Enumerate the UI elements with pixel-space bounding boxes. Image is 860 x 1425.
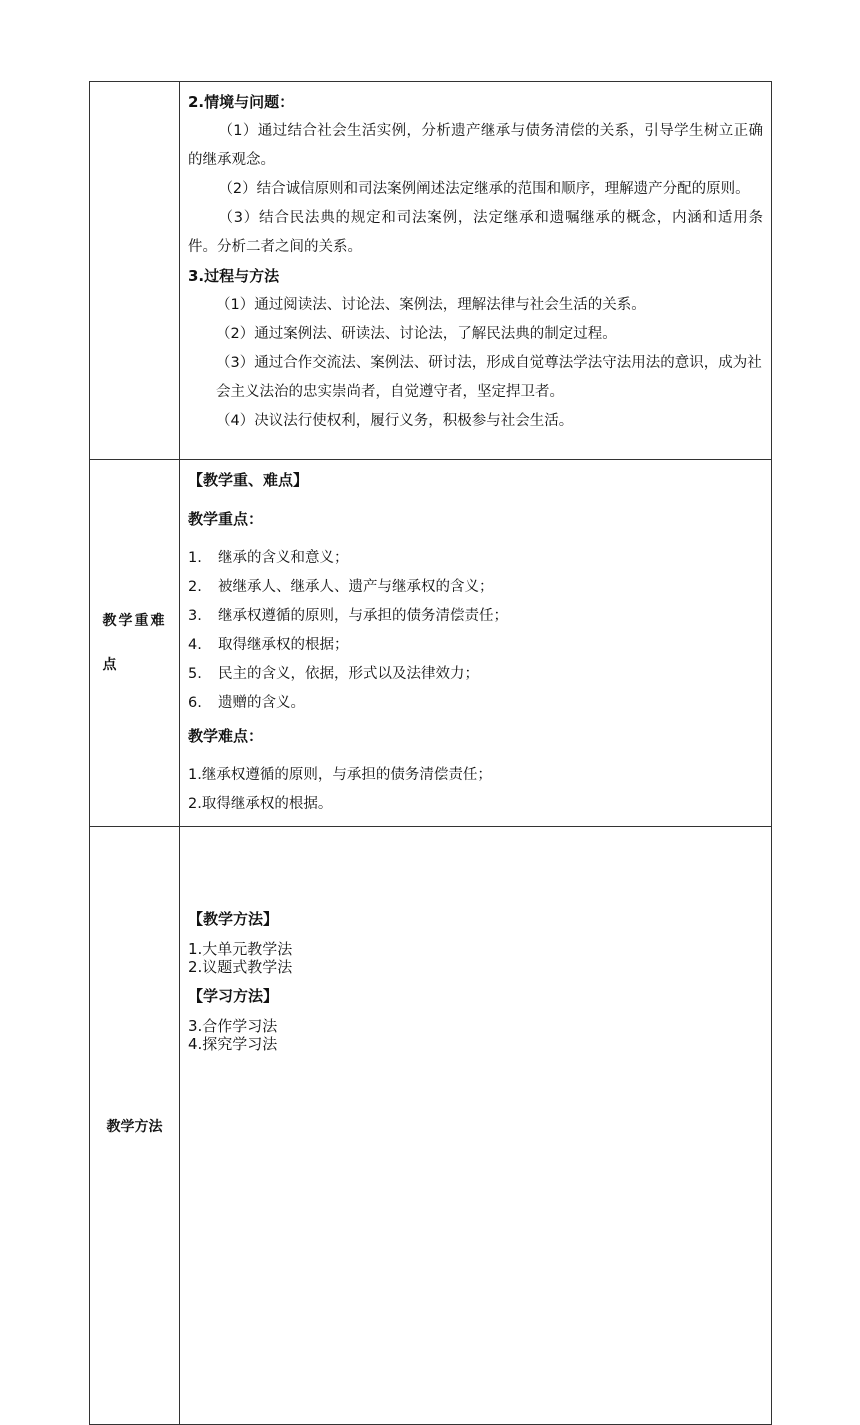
list-item: 2. 被继承人、继承人、遗产与继承权的含义； [188, 579, 494, 595]
objectives-row [90, 82, 772, 460]
process-item-1: （1）通过阅读法、讨论法、案例法，理解法律与社会生活的关系。 [216, 297, 646, 313]
situation-item-3: （3）结合民法典的规定和司法案例，法定继承和遗嘱继承的概念，内涵和适用条件。分析二者之间的关系。 [188, 210, 763, 255]
methods-content-cell [180, 827, 772, 1425]
process-item-3: （3）通过合作交流法、案例法、研讨法，形成自觉尊法学法守法用法的意识，成为社会主义法治的忠实崇尚者，自觉遵守者，坚定捍卫者。 [216, 355, 762, 400]
key-points-row [90, 460, 772, 827]
situation-item-2: （2）结合诚信原则和司法案例阐述法定继承的范围和顺序，理解遗产分配的原则。 [218, 181, 750, 197]
list-item: 3. 继承权遵循的原则，与承担的债务清偿责任； [188, 608, 508, 624]
teaching-method-2: 2.议题式教学法 [188, 958, 293, 976]
key-heading: 教学重点： [188, 510, 264, 528]
key-points-label-cell [90, 460, 180, 827]
key-points-content-cell [180, 460, 772, 827]
learning-method-1: 3.合作学习法 [188, 1017, 278, 1035]
situation-item-1: （1）通过结合社会生活实例，分析遗产继承与债务清偿的关系，引导学生树立正确的继承观念。 [188, 123, 763, 168]
list-item: 5. 民主的含义，依据，形式以及法律效力； [188, 666, 479, 682]
process-item-4: （4）决议法行使权利，履行义务，积极参与社会生活。 [216, 413, 574, 429]
list-item: 6. 遗赠的含义。 [188, 695, 305, 711]
learning-methods-heading: 【学习方法】 [188, 987, 279, 1005]
key-points-title: 【教学重、难点】 [188, 471, 309, 489]
process-item-2: （2）通过案例法、研读法、讨论法，了解民法典的制定过程。 [216, 326, 617, 342]
difficult-item-2: 2.取得继承权的根据。 [188, 796, 333, 812]
difficult-item-1: 1.继承权遵循的原则，与承担的债务清偿责任； [188, 767, 492, 783]
key-list [188, 544, 763, 718]
situation-heading: 2.情境与问题： [188, 93, 295, 111]
key-points-label [103, 599, 167, 687]
teaching-methods-heading: 【教学方法】 [188, 910, 279, 928]
process-heading: 3.过程与方法 [188, 267, 280, 285]
lesson-plan-table [89, 81, 772, 1425]
list-item: 4. 取得继承权的根据； [188, 637, 349, 653]
objectives-label-cell [90, 82, 180, 460]
teaching-method-1: 1.大单元教学法 [188, 940, 293, 958]
methods-label: 教学方法 [106, 1118, 163, 1135]
list-item: 1. 继承的含义和意义； [188, 550, 349, 566]
methods-row [90, 827, 772, 1425]
key-points-label-line2: 点 [102, 657, 119, 673]
key-points-label-line1: 教学重难 [102, 613, 167, 629]
objectives-content-cell [180, 82, 772, 460]
methods-label-cell [90, 827, 180, 1425]
difficult-heading: 教学难点： [188, 727, 264, 745]
learning-method-2: 4.探究学习法 [188, 1035, 278, 1053]
